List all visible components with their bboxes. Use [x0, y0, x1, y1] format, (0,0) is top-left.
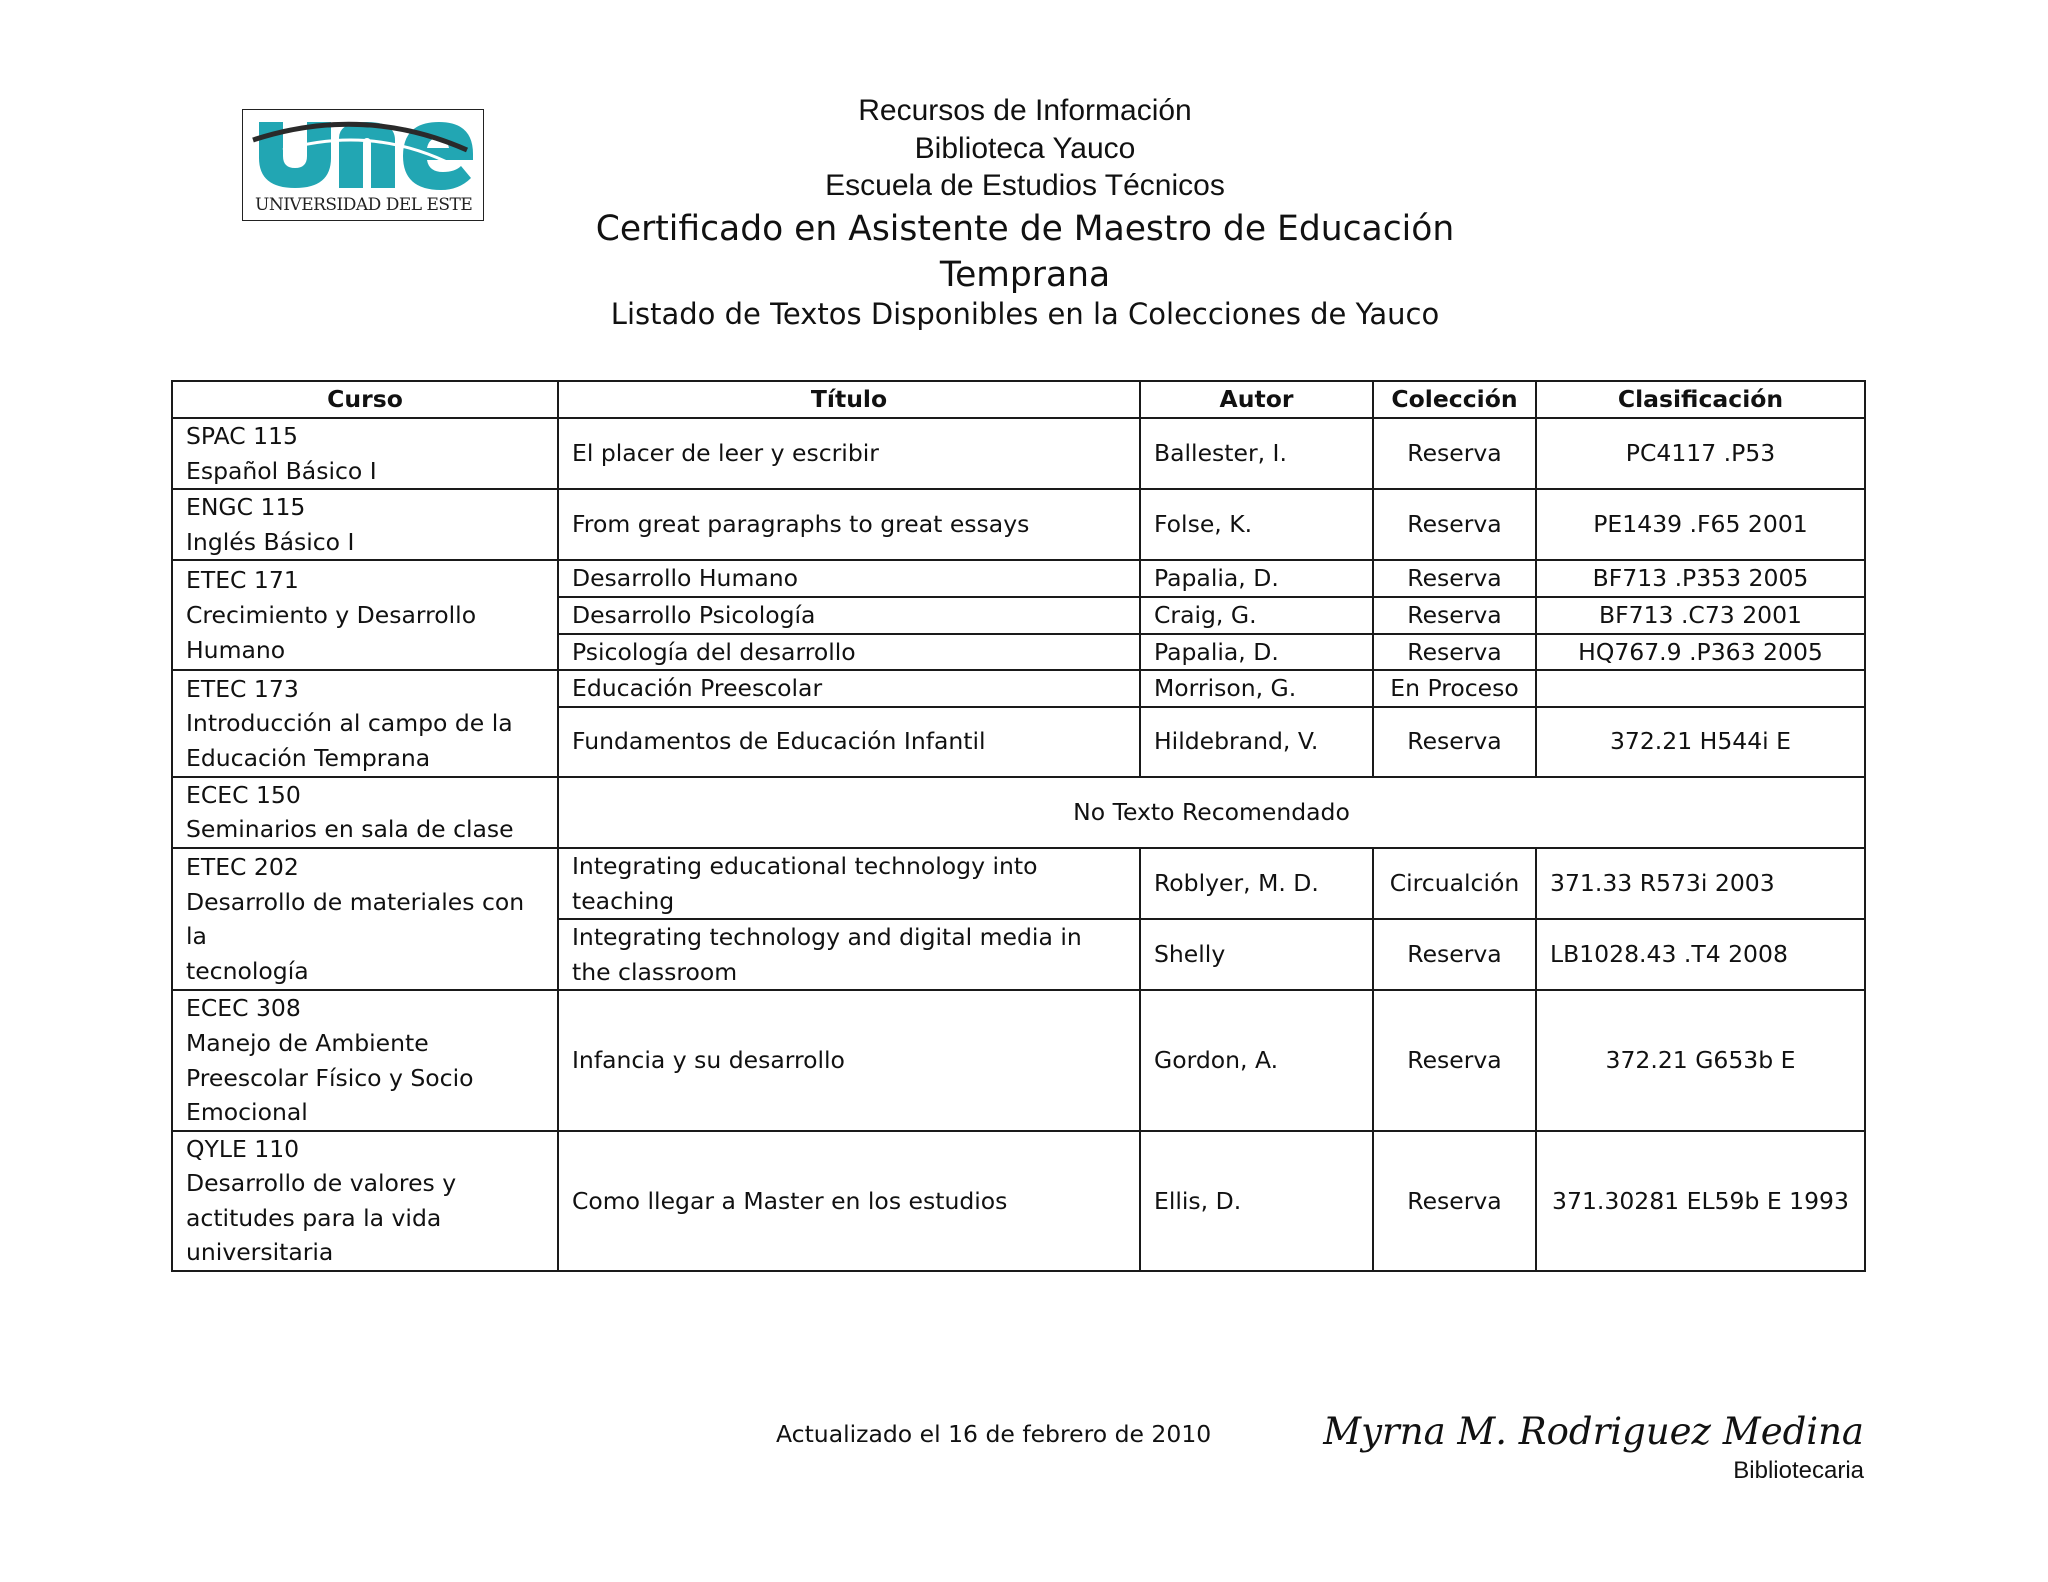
book-classification: 372.21 H544i E: [1536, 707, 1865, 777]
course-name: Crecimiento y Desarrollo: [186, 600, 477, 629]
book-author: Ballester, I.: [1140, 418, 1373, 489]
course-name: Preescolar Físico y Socio: [186, 1063, 474, 1092]
course-cell: [172, 848, 558, 990]
book-classification: PE1439 .F65 2001: [1536, 489, 1865, 560]
signature-name: Myrna M. Rodriguez Medina: [1323, 1410, 1864, 1453]
book-classification: BF713 .C73 2001: [1536, 597, 1865, 634]
course-name: tecnología: [186, 956, 309, 985]
course-cell: [172, 560, 558, 670]
book-author: Papalia, D.: [1140, 560, 1373, 597]
header-curso: Curso: [172, 381, 558, 418]
header-coleccion: Colección: [1373, 381, 1536, 418]
book-classification: PC4117 .P53: [1536, 418, 1865, 489]
course-cell: [172, 990, 558, 1130]
course-code: ETEC 171: [186, 566, 299, 595]
book-title: Fundamentos de Educación Infantil: [558, 707, 1140, 777]
book-classification: BF713 .P353 2005: [1536, 560, 1865, 597]
course-name: Inglés Básico I: [186, 527, 355, 556]
table-header-row: [172, 381, 1865, 418]
course-cell: [172, 670, 558, 777]
course-code: ENGC 115: [186, 493, 306, 522]
certificate-title: Certificado en Asistente de Maestro de Educación Temprana: [595, 208, 1455, 295]
book-title: Como llegar a Master en los estudios: [558, 1131, 1140, 1271]
book-author: Morrison, G.: [1140, 670, 1373, 707]
book-author: Papalia, D.: [1140, 634, 1373, 671]
universidad-del-este-logo: [242, 109, 484, 221]
book-title: Desarrollo Humano: [558, 560, 1140, 597]
book-collection: Reserva: [1373, 489, 1536, 560]
course-name: Desarrollo de materiales con la: [186, 887, 525, 951]
table-row: [172, 560, 1865, 597]
table-row: [172, 418, 1865, 489]
header-titulo: Título: [558, 381, 1140, 418]
book-author: Hildebrand, V.: [1140, 707, 1373, 777]
book-classification: 372.21 G653b E: [1536, 990, 1865, 1130]
table-row: [172, 489, 1865, 560]
course-name: Español Básico I: [186, 456, 377, 485]
header-line-2: Biblioteca Yauco: [914, 131, 1136, 165]
course-cell: [172, 418, 558, 489]
header-line-3: Escuela de Estudios Técnicos: [825, 169, 1225, 202]
course-code: ETEC 202: [186, 852, 299, 881]
course-name: Emocional: [186, 1098, 308, 1127]
course-name: Desarrollo de valores y: [186, 1169, 457, 1198]
document-header: [520, 92, 1530, 298]
course-cell: [172, 489, 558, 560]
librarian-signature: [1323, 1408, 1864, 1486]
book-classification: 371.33 R573i 2003: [1536, 848, 1865, 919]
table-row: [172, 1131, 1865, 1271]
course-code: ETEC 173: [186, 674, 299, 703]
table-row: [172, 670, 1865, 707]
course-code: QYLE 110: [186, 1134, 300, 1163]
book-classification: LB1028.43 .T4 2008: [1536, 919, 1865, 990]
no-text-note: No Texto Recomendado: [558, 777, 1865, 848]
book-collection: Reserva: [1373, 560, 1536, 597]
book-classification: HQ767.9 .P363 2005: [1536, 634, 1865, 671]
course-name: actitudes para la vida: [186, 1203, 442, 1232]
book-title: El placer de leer y escribir: [558, 418, 1140, 489]
course-name: universitaria: [186, 1238, 334, 1267]
book-author: Roblyer, M. D.: [1140, 848, 1373, 919]
course-code: SPAC 115: [186, 422, 298, 450]
book-author: Ellis, D.: [1140, 1131, 1373, 1271]
book-title: Infancia y su desarrollo: [558, 990, 1140, 1130]
header-clasificacion: Clasificación: [1536, 381, 1865, 418]
book-collection: Reserva: [1373, 707, 1536, 777]
updated-date: Actualizado el 16 de febrero de 2010: [776, 1420, 1212, 1448]
signature-role: Bibliotecaria: [1733, 1457, 1864, 1484]
book-classification: 371.30281 EL59b E 1993: [1536, 1131, 1865, 1271]
list-subtitle: Listado de Textos Disponibles en la Colecciones de Yauco: [610, 297, 1440, 331]
textbooks-table: [171, 380, 1866, 1272]
course-code: ECEC 150: [186, 780, 301, 809]
book-collection: Reserva: [1373, 634, 1536, 671]
book-collection: En Proceso: [1373, 670, 1536, 707]
table-row: [172, 848, 1865, 919]
book-author: Folse, K.: [1140, 489, 1373, 560]
book-title: Educación Preescolar: [558, 670, 1140, 707]
book-collection: Circualción: [1373, 848, 1536, 919]
book-collection: Reserva: [1373, 597, 1536, 634]
book-collection: Reserva: [1373, 1131, 1536, 1271]
table-row: [172, 777, 1865, 848]
book-title: Desarrollo Psicología: [558, 597, 1140, 634]
book-author: Shelly: [1140, 919, 1373, 990]
book-classification: [1536, 670, 1865, 707]
course-name: Introducción al campo de la: [186, 709, 513, 738]
book-title: Integrating technology and digital media in the classroom: [558, 919, 1140, 990]
book-author: Gordon, A.: [1140, 990, 1373, 1130]
logo-text: UNIVERSIDAD DEL ESTE: [255, 195, 473, 215]
course-name: Seminarios en sala de clase: [186, 815, 514, 844]
book-collection: Reserva: [1373, 990, 1536, 1130]
course-cell: [172, 1131, 558, 1271]
course-code: ECEC 308: [186, 994, 301, 1023]
course-name: Humano: [186, 635, 286, 664]
book-title: Psicología del desarrollo: [558, 634, 1140, 671]
header-line-1: Recursos de Información: [858, 94, 1192, 127]
course-cell: [172, 777, 558, 848]
book-collection: Reserva: [1373, 919, 1536, 990]
table-row: [172, 990, 1865, 1130]
book-title: Integrating educational technology into teaching: [558, 848, 1140, 919]
course-name: Educación Temprana: [186, 743, 431, 772]
book-author: Craig, G.: [1140, 597, 1373, 634]
book-title: From great paragraphs to great essays: [558, 489, 1140, 560]
course-name: Manejo de Ambiente: [186, 1028, 429, 1057]
header-autor: Autor: [1140, 381, 1373, 418]
book-collection: Reserva: [1373, 418, 1536, 489]
